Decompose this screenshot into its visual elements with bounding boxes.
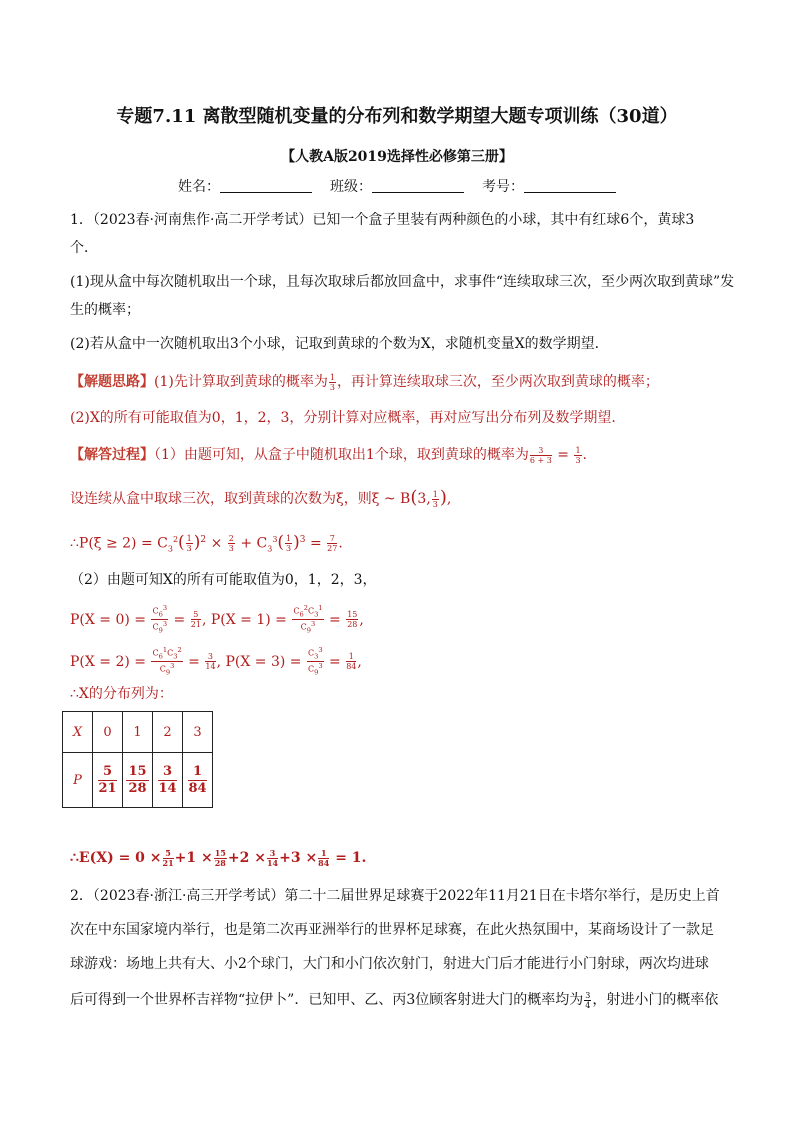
q1-solution-line-2: 设连续从盒中取球三次，取到黄球的次数为ξ，则ξ ~ B(3, $\frac{1}{3}$ ), bbox=[70, 487, 452, 509]
fraction-1-3: $\frac{1}{3}$ bbox=[329, 372, 335, 392]
q1-stem-line-1: 1．（2023春·河南焦作·高二开学考试）已知一个盒子里装有两种颜色的小球，其中有红球6个，黄球3 bbox=[70, 212, 695, 228]
q1-expectation: ∴E(X) = 0 × $\frac{5}{21}$ +1 × $\frac{15}{28}$ +2 × $\frac{3}{14}$ +3 × $\frac{1}{84}$ = 1. bbox=[70, 847, 367, 868]
table-cell: $\frac{1}{84}$ bbox=[183, 753, 213, 808]
table-cell: $\frac{3}{14}$ bbox=[153, 753, 183, 808]
q2-line4-text: 后可得到一个世界杯吉祥物“拉伊卜”．已知甲、乙、丙3位顾客射进大门的概率均为 bbox=[70, 992, 584, 1008]
table-row bbox=[63, 753, 213, 808]
q1-part1-line-1: (1)现从盒中每次随机取出一个球，且每次取球后都放回盒中，求事件“连续取球三次，至少两次取到黄球”发 bbox=[70, 274, 735, 290]
exam-no-blank[interactable] bbox=[524, 178, 616, 193]
q1-p2-p3: P(X = 2) = $\frac{C_6^1C_3^2}{C_9^3}$ = $\frac{3}{14}$ , P(X = 3) = $\frac{C_3^3}{C_9^3}$ = $\frac{1}{84}$ , bbox=[70, 646, 362, 677]
class-blank[interactable] bbox=[372, 178, 464, 193]
p1-label: P(X = 1) = bbox=[210, 611, 287, 628]
idea-tag: 【解题思路】 bbox=[70, 374, 154, 390]
table-cell: 1 bbox=[123, 712, 153, 753]
p2-label: P(X = 2) = bbox=[70, 653, 147, 670]
q1-solution-line-1: 【解答过程】（1）由题可知，从盒子中随机取出1个球，取到黄球的概率为 $\frac{3}{6 + 3}$ = $\frac{1}{3}$ . bbox=[70, 445, 587, 465]
q2-line4-post: ，射进小门的概率依 bbox=[592, 992, 719, 1008]
q1-solution-line-3: ∴P(ξ ≥ $2) = C_3^2$( $\frac{1}{3}$ )$^2$ × $\frac{2}{3}$ + $C_3^3$( $\frac{1}{3}$ )$^3$ = $\frac{7}{27}$ . bbox=[70, 532, 343, 554]
table-cell: 2 bbox=[153, 712, 183, 753]
q1-part2: (2)若从盒中一次随机取出3个小球，记取到黄球的个数为X，求随机变量X的数学期望． bbox=[70, 336, 609, 352]
q2-stem-line-4: 后可得到一个世界杯吉祥物“拉伊卜”．已知甲、乙、丙3位顾客射进大门的概率均为 $\frac{3}{4}$ ，射进小门的概率依 bbox=[70, 990, 719, 1010]
q1-p0-p1: P(X = 0) = $\frac{C_6^3}{C_9^3}$ = $\frac{5}{21}$ , P(X = 1) = $\frac{C_6^2C_3^1}{C_9^3}$ = $\frac{15}{28}$ , bbox=[70, 604, 364, 635]
sol1-text: （1）由题可知，从盒子中随机取出1个球，取到黄球的概率为 bbox=[154, 447, 529, 463]
expectation-result: = 1. bbox=[335, 850, 367, 866]
q2-stem-line-1: 2．（2023春·浙江·高三开学考试）第二十二届世界足球赛于2022年11月21日在卡塔尔举行，是历史上首 bbox=[70, 888, 720, 904]
expectation-pre: ∴E(X) = 0 × bbox=[70, 850, 162, 866]
page-subtitle: 【人教A版2019选择性必修第三册】 bbox=[281, 149, 513, 165]
q2-stem-line-2: 次在中东国家境内举行，也是第二次再亚洲举行的世界杯足球赛，在此火热氛围中，某商场设计了一款足 bbox=[70, 922, 714, 938]
class-label: 班级： bbox=[330, 179, 372, 195]
idea1-post: ，再计算连续取球三次，至少两次取到黄球的概率； bbox=[336, 374, 659, 390]
q1-idea-line-1 bbox=[70, 372, 730, 392]
exam-no-label: 考号： bbox=[482, 179, 524, 195]
page-title: 专题7.11 离散型随机变量的分布列和数学期望大题专项训练（30道） bbox=[116, 106, 678, 127]
q1-stem-line-2: 个． bbox=[70, 240, 98, 256]
q1-solution-line-4: （2）由题可知X的所有可能取值为0，1，2，3， bbox=[70, 572, 377, 588]
table-cell: 3 bbox=[183, 712, 213, 753]
sol2-text: 设连续从盒中取球三次，取到黄球的次数为ξ，则ξ ~ B bbox=[70, 491, 411, 507]
table-cell: 0 bbox=[93, 712, 123, 753]
table-cell: $\frac{5}{21}$ bbox=[93, 753, 123, 808]
distribution-table bbox=[62, 711, 213, 808]
table-cell: P bbox=[63, 753, 93, 808]
sol3-formula: ∴P(ξ ≥ 2) = C bbox=[70, 535, 168, 552]
p3-label: P(X = 3) = bbox=[225, 653, 302, 670]
table-cell: $\frac{15}{28}$ bbox=[123, 753, 153, 808]
p0-label: P(X = 0) = bbox=[70, 611, 147, 628]
q1-idea-line-2: (2)X的所有可能取值为0，1，2，3，分别计算对应概率，再对应写出分布列及数学期望． bbox=[70, 410, 626, 426]
q1-part1-line-2: 生的概率； bbox=[70, 302, 140, 318]
solution-tag: 【解答过程】 bbox=[70, 447, 154, 463]
name-bar bbox=[0, 176, 794, 196]
q2-stem-line-3: 球游戏：场地上共有大、小2个球门，大门和小门依次射门，射进大门后才能进行小门射球，两次均进球 bbox=[70, 956, 709, 972]
table-header-row bbox=[63, 712, 213, 753]
table-cell: X bbox=[63, 712, 93, 753]
idea1-pre: (1)先计算取到黄球的概率为 bbox=[154, 374, 328, 390]
name-label: 姓名： bbox=[178, 179, 220, 195]
q1-dist-intro: ∴X的分布列为： bbox=[70, 686, 173, 702]
name-blank[interactable] bbox=[220, 178, 312, 193]
